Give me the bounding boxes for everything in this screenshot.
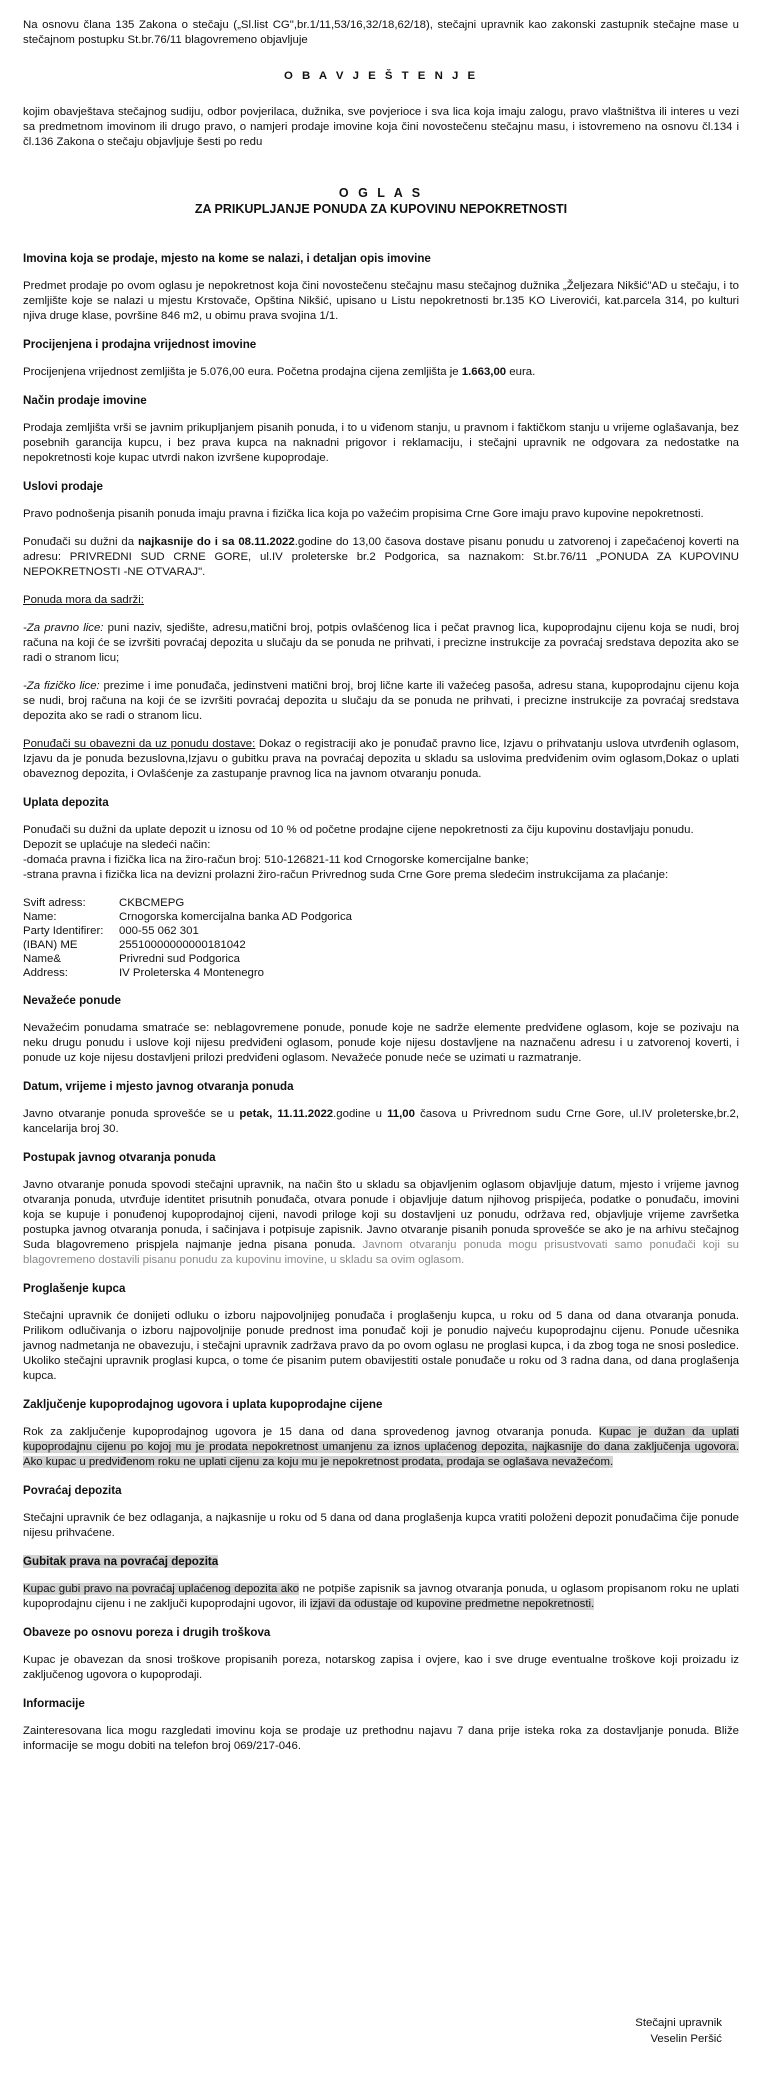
povracaj-heading: Povraćaj depozita	[23, 1484, 122, 1497]
oglas-subtitle: ZA PRIKUPLJANJE PONUDA ZA KUPOVINU NEPOKRETNOSTI	[194, 202, 568, 216]
zakljucenje-text: Rok za zaključenje kupoprodajnog ugovora je 15 dana od dana sprovedenog javnog otvaranja ponuda. Kupac je dužan da uplati kupoprodajnu cijenu po kojoj mu je prodata nepokretnost umanjenu za iznos uplaćenog depozita, najkasnije do dana zaključenja ugovora. Ako kupac u predviđenom roku ne uplati cijenu za koju mu je nepokretnost prodata, prodaja se oglašava nevažećom.	[23, 1426, 739, 1468]
datum-heading: Datum, vrijeme i mjesto javnog otvaranja ponuda	[23, 1080, 294, 1093]
bank-row: (IBAN) ME 25510000000000181042	[23, 939, 246, 951]
notice-title: O B A V J E Š T E N J E	[283, 70, 479, 82]
postupak-text: Javno otvaranje ponuda spovodi stečajni upravnik, na način što u skladu sa objavljenim oglasom objavljuje datum, mjesto i vrijeme javnog otvaranja ponuda, utvrđuje identitet prisutnih ponuđača, otvara ponude i objavljuje datum njihovog prispijeća, podatke o ponuđaču, imovini koja se kupuje i ponuđenoj kupoprodajnoj cijeni, navodi priloge koji su dostavljeni uz ponudu, održava red, objavljuje vrijeme završetka postupka javnog otvaranja ponuda, i sačinjava i potpisuje zapisnik. Javno otvaranje pisanih ponuda sprovešće se ako je na arhivu stečajnog Suda blagovremeno prispjela najmanje jedna pisana ponuda. Javnom otvaranju ponuda mogu prisustvovati samo ponuđači koji su blagovremeno dostavili pisanu ponudu za kupovinu imovine, u skladu sa ovim oglasom.	[23, 1179, 739, 1266]
gubitak-heading: Gubitak prava na povraćaj depozita	[23, 1555, 219, 1568]
vrijednost-heading: Procijenjena i prodajna vrijednost imovine	[23, 338, 257, 351]
intro-paragraph: Na osnovu člana 135 Zakona o stečaju („Sl.list CG",br.1/11,53/16,32/18,62/18), stečajni upravnik kao zakonski zastupnik stečajne mase u stečajnom postupku St.br.76/11 blagovremeno objavljuje	[23, 19, 739, 46]
bank-details-table	[23, 896, 352, 980]
oglas-title: O G L A S	[338, 186, 424, 200]
imovina-text: Predmet prodaje po ovom oglasu je nepokretnost koja čini novostečenu stečajnu masu stečajnog dužnika „Željezara Nikšić"AD u stečaju, i to zemljište koje se nalazi u mjestu Krstovače, Opština Nikšić, upisano u Listu nepokretnosti br.135 KO Liverovići, kat.parcela 314, po kulturi njiva druge klase, površine 846 m2, u obimu prava svojina 1/1.	[23, 280, 739, 322]
nevazece-text: Nevažećim ponudama smatraće se: neblagovremene ponude, ponude koje ne sadrže elemente predviđene oglasom, koje se pozivaju na neku drugu ponudu i uslove koji nijesu predviđeni oglasom, ponude koje nijesu dostavljene na naznačenu adresu i u zatvorenoj koverti, i ponude uz koje nijesu dostavljeni prilozi predviđeni oglasom. Nevažeće ponude neće se uzimati u razmatranje.	[23, 1022, 739, 1064]
bank-row: Name& Privredni sud Podgorica	[23, 953, 240, 965]
bank-row: Name: Crnogorska komercijalna banka AD Podgorica	[23, 911, 352, 923]
nevazece-heading: Nevažeće ponude	[23, 994, 121, 1007]
uslovi-heading: Uslovi prodaje	[23, 480, 103, 493]
datum-text: Javno otvaranje ponuda sprovešće se u petak, 11.11.2022.godine u 11,00 časova u Privrednom sudu Crne Gore, ul.IV proleterske,br.2, kancelarija broj 30.	[23, 1108, 740, 1135]
gubitak-text: Kupac gubi pravo na povraćaj uplaćenog depozita ako ne potpiše zapisnik sa javnog otvaranja ponuda, u oglasom propisanom roku ne uplati kupoprodajnu cijenu i ne zaključi kupoprodajni ugovor, ili izjavi da odustaje od kupovine predmetne nepokretnosti.	[23, 1583, 739, 1610]
pravno-lice-paragraph: -Za pravno lice: puni naziv, sjedište, adresu,matični broj, potpis ovlašćenog lica i pečat pravnog lica, kupoprodajnu cijenu koja se nudi, broj računa na koji će se izvršiti povraćaj depozita u slučaju da se ponuda ne prihvati, i precizne instrukcije za povraćaj sredstava depozita ako se radi o stranom licu;	[23, 622, 740, 664]
povracaj-text: Stečajni upravnik će bez odlaganja, a najkasnije u roku od 5 dana od dana proglašenja kupca vratiti položeni depozit ponuđačima čije ponude nijesu prihvaćene.	[23, 1512, 739, 1539]
depozit-heading: Uplata depozita	[23, 796, 109, 809]
bank-row: Address: IV Proleterska 4 Montenegro	[23, 967, 264, 979]
informacije-heading: Informacije	[23, 1697, 85, 1710]
vrijednost-text: Procijenjena vrijednost zemljišta je 5.076,00 eura. Početna prodajna cijena zemljišta je 1.663,00 eura.	[23, 366, 536, 378]
signature-role: Stečajni upravnik	[635, 2017, 722, 2029]
depozit-line-4: -strana pravna i fizička lica na devizni prolazni žiro-račun Privrednog suda Crne Gore prema sledećim instrukcijama za plaćanje:	[23, 869, 669, 881]
bank-row: Svift adress: CKBCMEPG	[23, 897, 185, 909]
nacin-heading: Način prodaje imovine	[23, 394, 147, 407]
uslovi-paragraph-1: Pravo podnošenja pisanih ponuda imaju pravna i fizička lica koja po važećim propisima Crne Gore imaju pravo kupovine nepokretnosti.	[23, 508, 704, 520]
postupak-heading: Postupak javnog otvaranja ponuda	[23, 1151, 216, 1164]
imovina-heading: Imovina koja se prodaje, mjesto na kome se nalazi, i detaljan opis imovine	[23, 252, 431, 265]
signature-block	[635, 2015, 722, 2047]
obavezni-prilozi-paragraph: Ponuđači su obavezni da uz ponudu dostave: Dokaz o registraciji ako je ponuđač pravno lice, Izjavu o prihvatanju uslova utvrđenih oglasom, Izjavu da je ponuda bezuslovna,Izjavu o gubitku prava na povraćaj depozita u skladu sa uslovima predviđenim ovim oglasom,Dokaz o uplati obaveznog depozita, i Ovlašćenje za zastupanje pravnog lica na javnom otvaranju ponuda.	[23, 738, 739, 780]
deadline-date: najkasnije do i sa 08.11.2022	[137, 536, 295, 548]
obaveze-heading: Obaveze po osnovu poreza i drugih troškova	[23, 1626, 271, 1639]
notice-paragraph: kojim obavještava stečajnog sudiju, odbor povjerilaca, dužnika, sve povjerioce i sva lica koja imaju zalogu, pravo vlaštništva ili interes u vezi sa predmetnom imovinom ili drugo pravo, o namjeri prodaje imovine koja čini novostečenu stečajnu masu, i istovremeno na osnovu čl.134 i čl.136 Zakona o stečaju objavljuje šesti po redu	[23, 106, 739, 148]
proglasenje-heading: Proglašenje kupca	[23, 1282, 126, 1295]
price-value: 1.663,00	[461, 366, 507, 378]
zakljucenje-heading: Zaključenje kupoprodajnog ugovora i uplata kupoprodajne cijene	[23, 1398, 383, 1411]
depozit-line-3: -domaća pravna i fizička lica na žiro-račun broj: 510-126821-11 kod Crnogorske komercijalne banke;	[23, 854, 529, 866]
proglasenje-text: Stečajni upravnik će donijeti odluku o izboru najpovoljnijeg ponuđača i proglašenju kupca, u roku od 5 dana od dana otvaranja ponuda. Prilikom odlučivanja o izboru najpovoljnije ponude prednost ima ponuđač koji je ponudio najveću kupoprodajnu cijenu. Ponude učesnika javnog nadmetanja ne obavezuju, i stečajni upravnik zadržava pravo da po ovom oglasu ne proglasi kupca, i da zbog toga ne snosi posledice. Ukoliko stečajni upravnik proglasi kupca, o tome će pisanim putem obavijestiti ostale ponuđače u roku od 3 radna dana, od dana proglašenja kupca.	[23, 1310, 739, 1382]
bank-row: Party Identifirer: 000-55 062 301	[23, 925, 199, 937]
obaveze-text: Kupac je obavezan da snosi troškove propisanih poreza, notarskog zapisa i ovjere, kao i sve druge eventualne troškove koji proizadu iz zaključenog ugovora o kupoprodaji.	[23, 1654, 739, 1681]
uslovi-paragraph-2: Ponuđači su dužni da najkasnije do i sa 08.11.2022.godine do 13,00 časova dostave pisanu ponudu u zatvorenoj i zapečaćenoj koverti na adresu: PRIVREDNI SUD CRNE GORE, ul.IV proleterske br.2 Podgorica, sa naznakom: St.br.76/11 „PONUDA ZA KUPOVINU NEPOKRETNOSTI -NE OTVARAJ".	[23, 536, 740, 578]
ponuda-sadrzaj-heading: Ponuda mora da sadrži:	[23, 594, 144, 606]
depozit-line-2: Depozit se uplaćuje na sledeći način:	[23, 839, 211, 851]
nacin-text: Prodaja zemljišta vrši se javnim prikupljanjem pisanih ponuda, i to u viđenom stanju, u pravnom i faktičkom stanju u vrijeme oglašavanja, bez posebnih garancija kupcu, i bez prava kupca na naknadni prigovor i reklamaciju, i stečajni upravnik ne odgovara za nedostatke na nepokretnosti koje kupac utvrdi nakon izvršene kupoprodaje.	[23, 422, 739, 464]
depozit-line-1: Ponuđači su dužni da uplate depozit u iznosu od 10 % od početne prodajne cijene nepokretnosti za čiju kupovinu dostavljaju ponudu.	[23, 824, 694, 836]
fizicko-lice-paragraph: -Za fizičko lice: prezime i ime ponuđača, jedinstveni matični broj, broj lične karte ili važećeg pasoša, adresu stana, kupoprodajnu cijenu koja se nudi, broj računa na koji će se izvršiti povraćaj depozita u slučaju da se ponuda ne prihvati, i precizne instrukcije za povraćaj sredstava depozita ako se radi o stranom licu.	[23, 680, 739, 722]
informacije-text: Zainteresovana lica mogu razgledati imovinu koja se prodaje uz prethodnu najavu 7 dana prije isteka roka za dostavljanje ponuda. Bliže informacije se mogu dobiti na telefon broj 069/217-046.	[23, 1725, 739, 1752]
signature-name: Veselin Peršić	[650, 2033, 722, 2045]
